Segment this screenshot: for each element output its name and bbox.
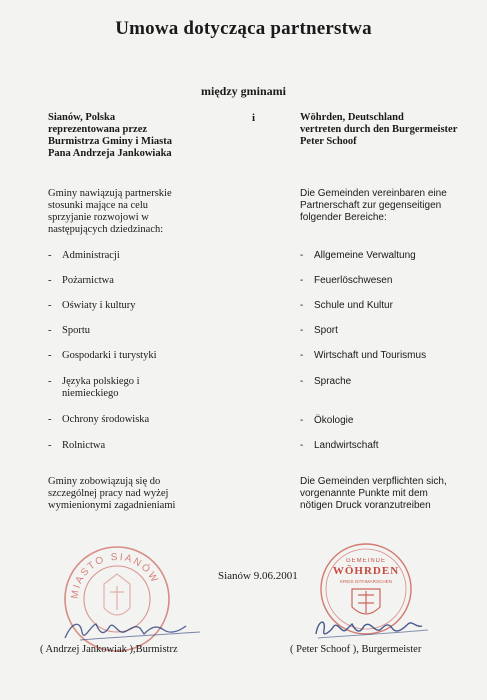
list-item-line: Języka polskiego i	[62, 376, 140, 387]
list-item: - Administracji	[48, 250, 120, 261]
list-item: - Pożarnictwa	[48, 275, 114, 286]
right-closing-line: nötigen Druck voranzutreiben	[300, 500, 431, 511]
list-item-line: niemieckiego	[62, 388, 119, 399]
list-item: - Allgemeine Verwaltung	[300, 250, 416, 261]
right-seal-line: KREIS DITHMARSCHEN	[339, 579, 393, 584]
list-item: - Rolnictwa	[48, 440, 106, 451]
list-item: - Ökologie	[300, 415, 354, 426]
right-party-block	[300, 112, 480, 148]
list-item: - Ochrony środowiska	[48, 414, 150, 425]
left-intro-line: stosunki mające na celu	[48, 200, 149, 211]
left-seal-text: MIASTO SIANÓW	[69, 551, 161, 600]
list-item: - Sport	[300, 325, 338, 336]
left-party-line: Burmistrza Gminy i Miasta	[48, 136, 172, 147]
between-heading: między gminami	[201, 84, 286, 98]
right-intro-line: Die Gemeinden vereinbaren eine	[300, 188, 447, 199]
left-signatory-name: ( Andrzej Jankowiak ),Burmistrz	[40, 644, 178, 655]
right-seal-line: GEMEINDE	[345, 558, 387, 564]
left-intro-line: sprzyjanie rozwojowi w	[48, 212, 149, 223]
right-intro-line: Partnerschaft zur gegenseitigen	[300, 200, 442, 211]
list-item: - Języka polskiego i niemieckiego	[48, 376, 140, 399]
place-and-date: Sianów 9.06.2001	[218, 570, 298, 582]
document-title: Umowa dotycząca partnerstwa	[115, 18, 372, 39]
left-intro-line: Gminy nawiązują partnerskie	[48, 188, 172, 199]
list-item: - Feuerlöschwesen	[300, 275, 393, 286]
right-intro	[300, 188, 480, 224]
right-closing-line: vorgenannte Punkte mit dem	[300, 488, 428, 499]
right-signature	[312, 612, 432, 646]
left-intro-line: następujących dziedzinach:	[48, 224, 164, 235]
list-item: - Schule und Kultur	[300, 300, 393, 311]
left-closing-line: szczególnej pracy nad wyżej	[48, 488, 169, 499]
left-party-line: reprezentowana przez	[48, 124, 148, 135]
right-seal-line: WÖHRDEN	[332, 565, 400, 577]
list-item: - Sportu	[48, 325, 91, 336]
list-item: - Sprache	[300, 376, 352, 387]
left-closing-line: wymienionymi zagadnieniami	[48, 500, 176, 511]
left-party-line: Sianów, Polska	[48, 112, 116, 123]
left-closing-line: Gminy zobowiązują się do	[48, 476, 161, 487]
right-party-line: vertreten durch den Burgermeister	[300, 124, 458, 135]
right-closing-line: Die Gemeinden verpflichten sich,	[300, 476, 447, 487]
list-item: - Gospodarki i turystyki	[48, 350, 157, 361]
left-party-block	[48, 112, 248, 160]
right-signatory-name: ( Peter Schoof ), Burgermeister	[290, 644, 422, 655]
list-item: - Oświaty i kultury	[48, 300, 136, 311]
right-intro-line: folgender Bereiche:	[300, 212, 387, 223]
right-closing	[300, 476, 480, 512]
left-party-line: Pana Andrzeja Jankowiaka	[48, 148, 172, 159]
left-intro	[48, 188, 218, 236]
connector-i: i	[252, 112, 256, 124]
list-item: - Wirtschaft und Tourismus	[300, 350, 427, 361]
right-party-line: Wöhrden, Deutschland	[300, 112, 404, 123]
left-closing	[48, 476, 218, 512]
list-item: - Landwirtschaft	[300, 440, 379, 451]
right-party-line: Peter Schoof	[300, 136, 357, 147]
